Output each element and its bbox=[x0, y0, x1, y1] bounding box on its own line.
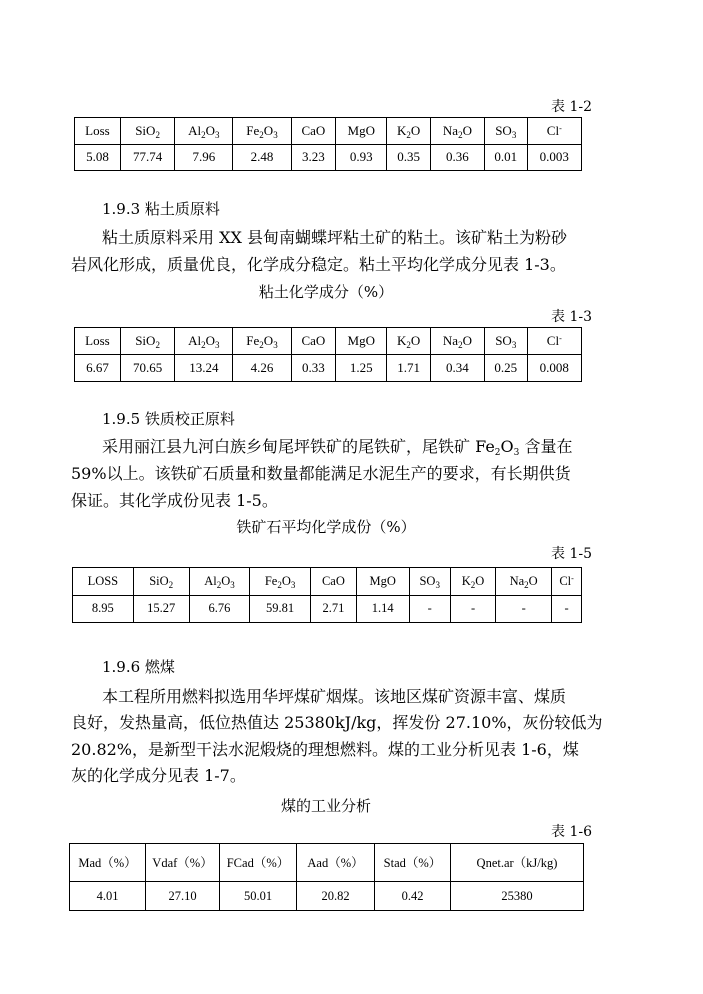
table-header-cell: MgO bbox=[356, 568, 409, 596]
table-cell: 2.71 bbox=[310, 595, 356, 623]
table-header-cell: Cl- bbox=[552, 568, 582, 596]
table-header-row bbox=[75, 328, 582, 355]
table-header-cell: $Fe_2O_3$ bbox=[233, 328, 291, 355]
paragraph-line: 59%以上。该铁矿石质量和数量都能满足水泥生产的要求，有长期供货 bbox=[71, 464, 571, 483]
table-header-cell: Loss bbox=[75, 118, 121, 145]
table-1-2-caption: 表 1-2 bbox=[551, 99, 592, 115]
table-cell: 8.95 bbox=[73, 595, 134, 623]
value-qnet: 25380 bbox=[451, 882, 584, 911]
table-header-cell: $K_2O$ bbox=[450, 568, 495, 596]
header-aad: Aad（%） bbox=[297, 844, 375, 882]
table-cell: 0.33 bbox=[291, 355, 336, 382]
table-cell: - bbox=[496, 595, 552, 623]
table-1-6-caption: 表 1-6 bbox=[551, 824, 592, 840]
header-fcad: FCad（%） bbox=[220, 844, 297, 882]
table-cell: 0.003 bbox=[527, 144, 581, 171]
table-cell: - bbox=[450, 595, 495, 623]
table-header-row bbox=[73, 568, 582, 596]
table-cell: 6.76 bbox=[189, 595, 250, 623]
table-cell: 1.14 bbox=[356, 595, 409, 623]
paragraph-line: 粘土质原料采用 XX 县甸南蝴蝶坪粘土矿的粘土。该矿粘土为粉砂 bbox=[102, 228, 567, 247]
paragraph-line: 保证。其化学成份见表 1-5。 bbox=[71, 491, 278, 510]
value-stad: 0.42 bbox=[375, 882, 451, 911]
value-aad: 20.82 bbox=[297, 882, 375, 911]
table-header-cell: Cl- bbox=[527, 328, 581, 355]
table-row bbox=[75, 144, 582, 171]
table-cell: 0.35 bbox=[387, 144, 431, 171]
table-title-coal: 煤的工业分析 bbox=[280, 797, 371, 815]
section-heading-1-9-6: 1.9.6 燃煤 bbox=[102, 658, 175, 676]
table-header-cell: $Al_2O_3$ bbox=[175, 118, 233, 145]
table-header-cell: $Na_2O$ bbox=[496, 568, 552, 596]
table-cell: 0.01 bbox=[484, 144, 527, 171]
table-header-cell: CaO bbox=[310, 568, 356, 596]
table-header-cell: SiO$_2$ bbox=[133, 568, 189, 596]
table-cell: 3.23 bbox=[291, 144, 336, 171]
table-cell: - bbox=[409, 595, 450, 623]
table-1-6 bbox=[69, 843, 584, 911]
table-title-clay: 粘土化学成分（%） bbox=[258, 283, 394, 301]
table-1-5-caption: 表 1-5 bbox=[551, 546, 592, 562]
value-mad: 4.01 bbox=[70, 882, 146, 911]
paragraph-line: 20.82%，是新型干法水泥煅烧的理想燃料。煤的工业分析见表 1-6，煤 bbox=[71, 740, 579, 759]
table-row bbox=[73, 595, 582, 623]
table-header-cell: $Na_2O$ bbox=[430, 328, 484, 355]
table-header-row bbox=[75, 118, 582, 145]
table-header-cell: $SO_3$ bbox=[409, 568, 450, 596]
table-1-5 bbox=[72, 567, 582, 623]
table-1-3-caption: 表 1-3 bbox=[551, 309, 592, 325]
table-header-cell: $Fe_2O_3$ bbox=[250, 568, 311, 596]
table-header-cell: LOSS bbox=[73, 568, 134, 596]
table-cell: 0.25 bbox=[484, 355, 527, 382]
table-cell: 77.74 bbox=[120, 144, 174, 171]
table-cell: 0.93 bbox=[336, 144, 387, 171]
table-cell: 13.24 bbox=[175, 355, 233, 382]
table-header-cell: $K_2O$ bbox=[387, 328, 431, 355]
paragraph-line: 良好，发热量高，低位热值达 25380kJ/kg，挥发份 27.10%，灰份较低为 bbox=[71, 713, 603, 732]
header-stad: Stad（%） bbox=[375, 844, 451, 882]
value-fcad: 50.01 bbox=[220, 882, 297, 911]
table-title-iron-ore: 铁矿石平均化学成份（%） bbox=[236, 518, 416, 536]
table-cell: 0.008 bbox=[527, 355, 581, 382]
table-cell: 2.48 bbox=[233, 144, 291, 171]
table-cell: 5.08 bbox=[75, 144, 121, 171]
value-vdaf: 27.10 bbox=[146, 882, 220, 911]
header-mad: Mad（%） bbox=[70, 844, 146, 882]
table-cell: 1.25 bbox=[336, 355, 387, 382]
header-qnet: Qnet.ar（kJ/kg) bbox=[451, 844, 584, 882]
table-header-cell: $Fe_2O_3$ bbox=[233, 118, 291, 145]
table-row bbox=[75, 355, 582, 382]
section-heading-1-9-5: 1.9.5 铁质校正原料 bbox=[102, 410, 235, 428]
table-header-cell: $SO_3$ bbox=[484, 328, 527, 355]
paragraph-line: 岩风化形成，质量优良，化学成分稳定。粘土平均化学成分见表 1-3。 bbox=[71, 255, 566, 274]
table-header-cell: MgO bbox=[336, 118, 387, 145]
section-heading-1-9-3: 1.9.3 粘土质原料 bbox=[102, 200, 220, 218]
table-cell: 1.71 bbox=[387, 355, 431, 382]
paragraph-line: 采用丽江县九河白族乡甸尾坪铁矿的尾铁矿，尾铁矿 $Fe_2O_3$ 含量在 bbox=[102, 437, 573, 458]
paragraph-line: 灰的化学成分见表 1-7。 bbox=[71, 766, 246, 785]
table-header-cell: $K_2O$ bbox=[387, 118, 431, 145]
paragraph-line: 本工程所用燃料拟选用华坪煤矿烟煤。该地区煤矿资源丰富、煤质 bbox=[102, 687, 567, 706]
table-header-cell: Cl- bbox=[527, 118, 581, 145]
table-cell: 7.96 bbox=[175, 144, 233, 171]
table-cell: 4.26 bbox=[233, 355, 291, 382]
table-cell: 59.81 bbox=[250, 595, 311, 623]
table-1-3 bbox=[74, 327, 582, 382]
table-header-cell: $Al_2O_3$ bbox=[189, 568, 250, 596]
table-header-cell: CaO bbox=[291, 118, 336, 145]
table-header-cell: Loss bbox=[75, 328, 121, 355]
table-cell: 0.36 bbox=[430, 144, 484, 171]
table-cell: - bbox=[552, 595, 582, 623]
table-cell: 0.34 bbox=[430, 355, 484, 382]
table-header-cell: $Al_2O_3$ bbox=[175, 328, 233, 355]
table-header-cell: $Na_2O$ bbox=[430, 118, 484, 145]
table-header-cell: CaO bbox=[291, 328, 336, 355]
table-cell: 6.67 bbox=[75, 355, 121, 382]
table-header-cell: $SO_3$ bbox=[484, 118, 527, 145]
table-cell: 15.27 bbox=[133, 595, 189, 623]
table-header-cell: SiO$_2$ bbox=[120, 328, 174, 355]
table-1-2 bbox=[74, 117, 582, 171]
table-cell: 70.65 bbox=[120, 355, 174, 382]
header-vdaf: Vdaf（%） bbox=[146, 844, 220, 882]
table-header-cell: MgO bbox=[336, 328, 387, 355]
table-header-cell: SiO$_2$ bbox=[120, 118, 174, 145]
